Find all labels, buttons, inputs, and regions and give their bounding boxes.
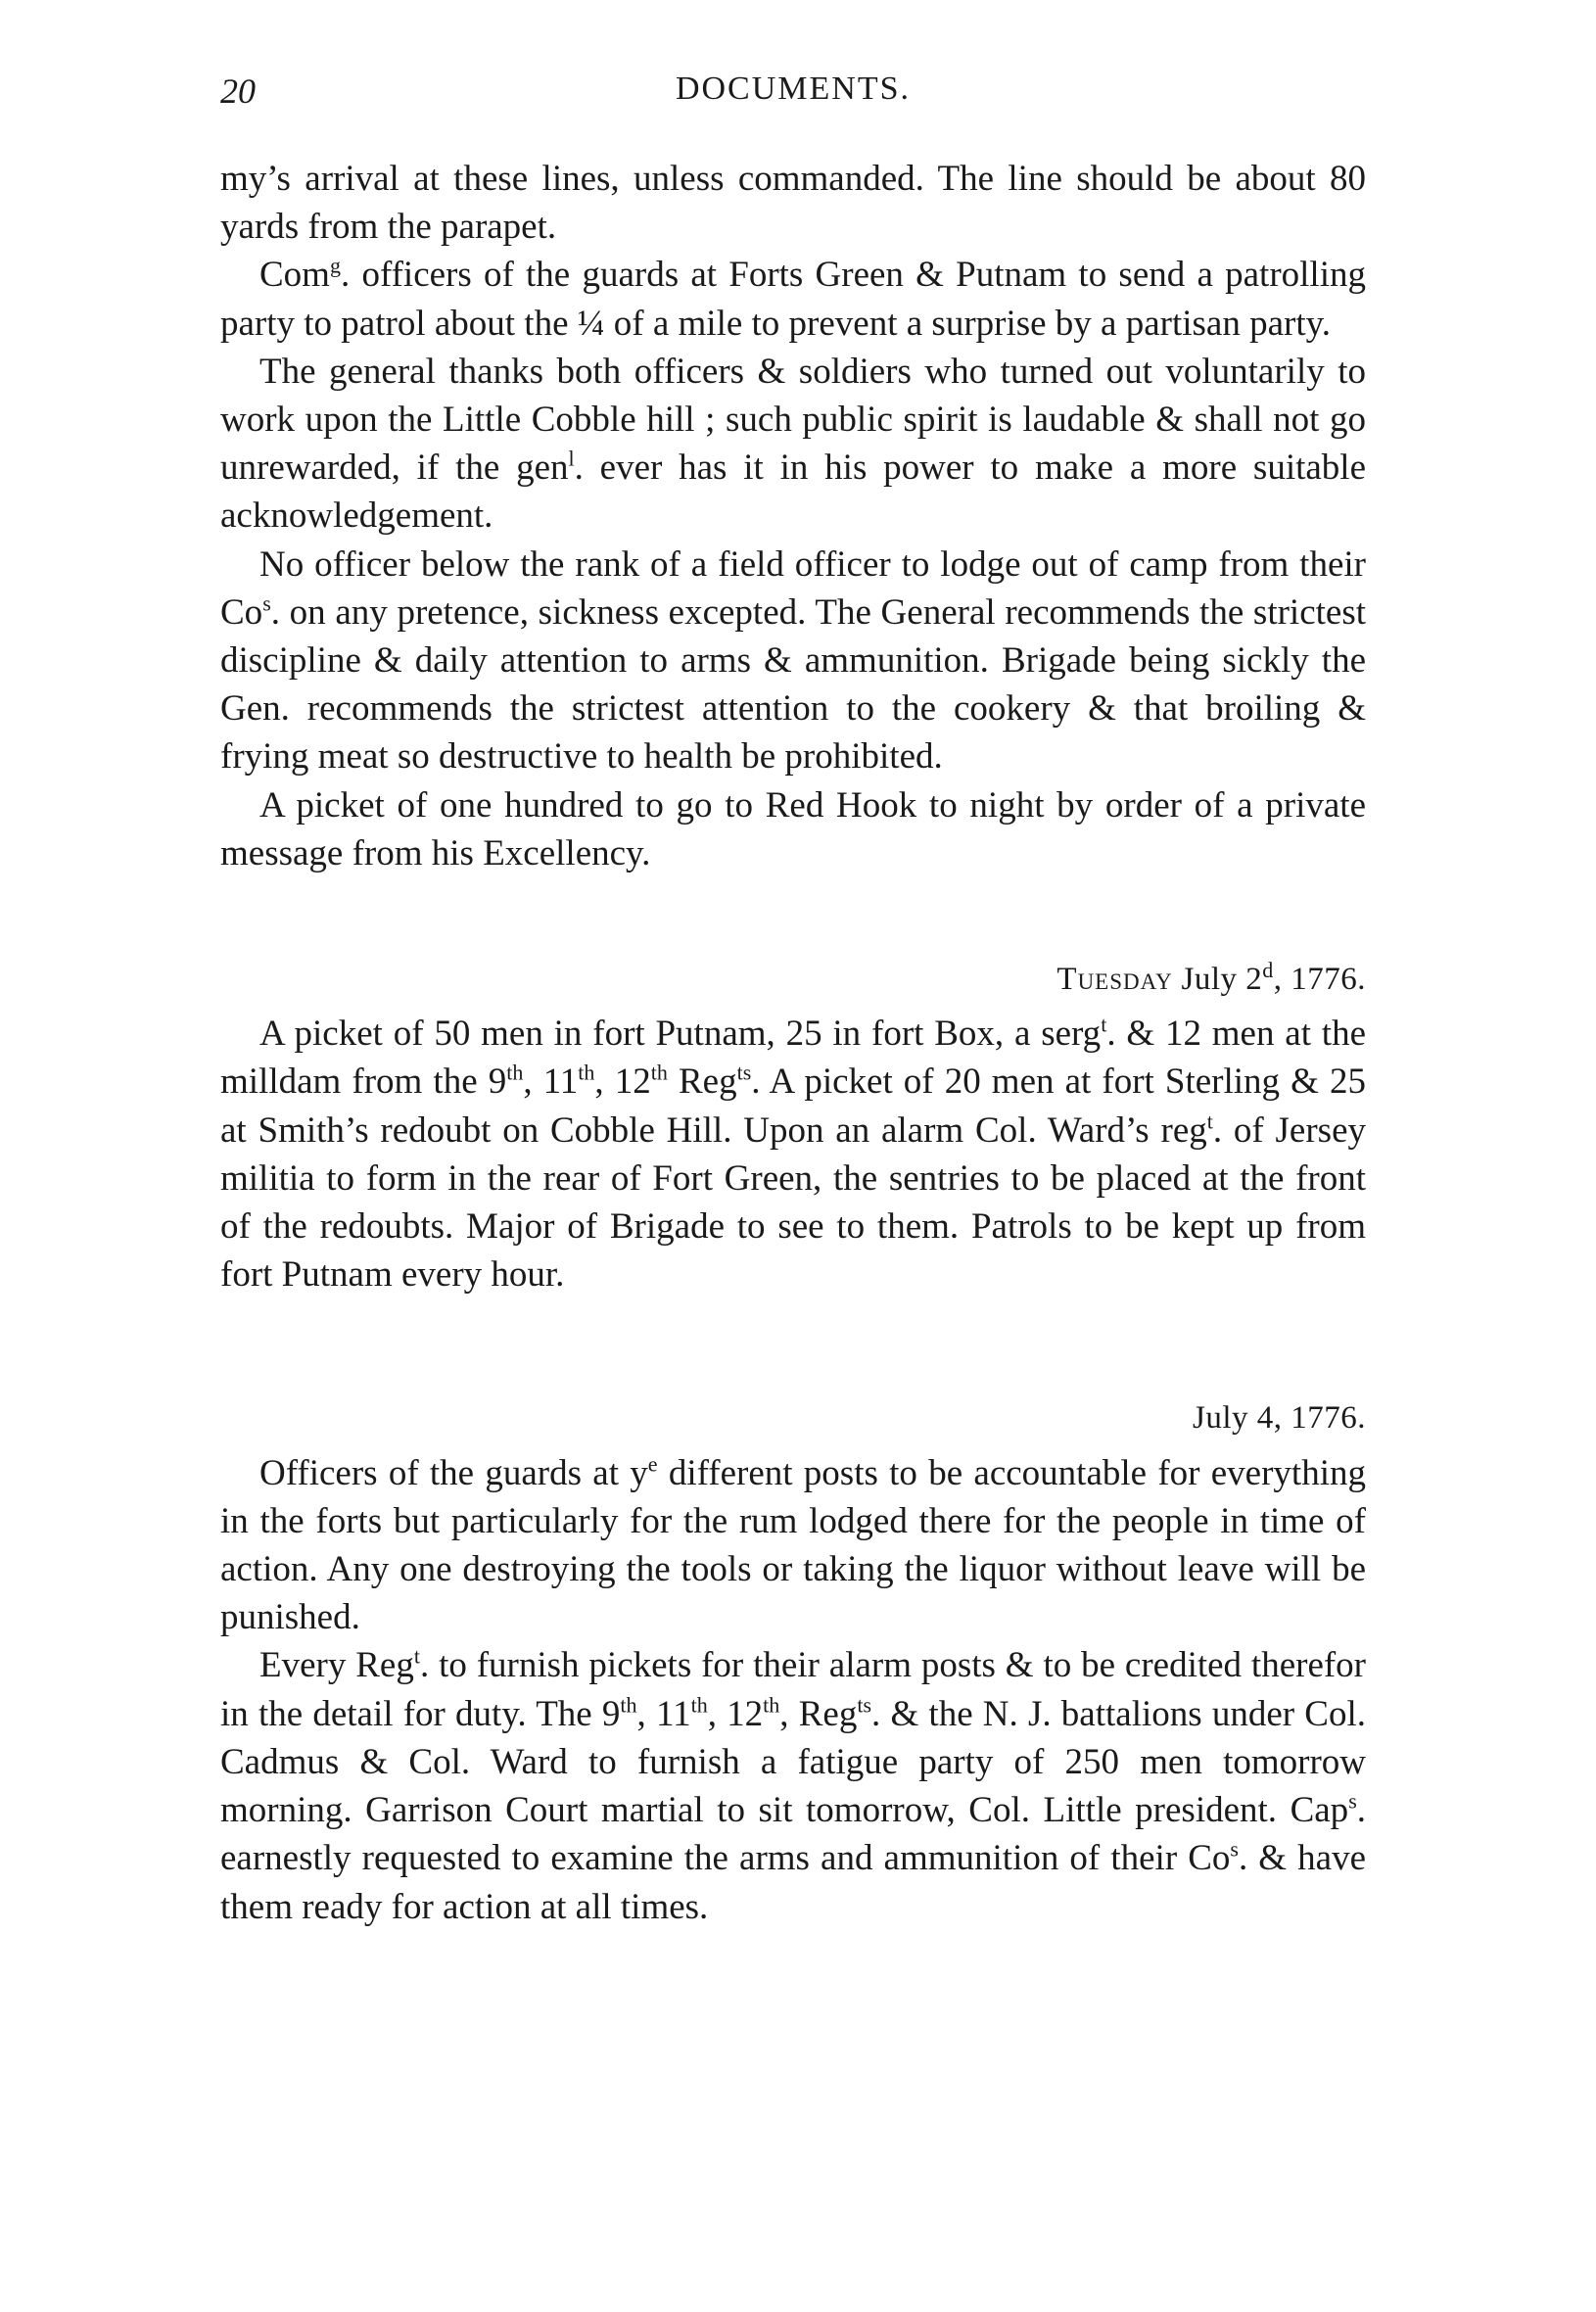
- text-run: . & the N. J. battalions under Col. Cadmus & Col. Ward to furnish a fatigue party of 250 men tomorrow morning. Garrison Court martial to sit tomorrow, Col. Little president. Cap: [220, 1693, 1366, 1831]
- text-run: . officers of the guards at Forts Green & Putnam to send a patrolling party to patrol about the: [220, 255, 1366, 344]
- superscript: g: [329, 254, 341, 279]
- text-run: . of Jersey militia to form in the rear of Fort Green, the sentries to be placed at the front of the redoubts. Major of Brigade to see to them. Patrols to be kept up from fort Putnam every hour.: [220, 1109, 1366, 1296]
- text-run: . & 12 men at the milldam from the 9: [220, 1014, 1366, 1103]
- paragraph: [220, 251, 1366, 347]
- text-run: A picket of 50 men in fort Putnam, 25 in fort Box, a serg: [259, 1014, 1102, 1055]
- text-run: of a mile to prevent a surprise by a partisan party.: [604, 303, 1331, 344]
- page-number: 20: [220, 71, 256, 111]
- text-run: . on any pretence, sickness excepted. The General recommends the strictest discipline & daily attention to arms & ammunition. Brigade being sickly the Gen. recommends the strictest attention to the cookery & that broiling & frying meat so destructive to health be prohibited.: [220, 591, 1366, 778]
- superscript: th: [763, 1692, 780, 1718]
- text-run: ¼: [577, 303, 605, 344]
- superscript: s: [1348, 1788, 1357, 1814]
- dateline-month: July 2: [1181, 962, 1263, 998]
- superscript: th: [506, 1061, 524, 1086]
- text-run: The general thanks both officers & soldiers who turned out voluntarily to work upon the Little Cobble hill ; such public spirit is laudable & shall not go unrewarded, if the gen: [220, 351, 1366, 489]
- text-run: Reg: [667, 1062, 737, 1103]
- text-run: . ever has it in his power to make a more suitable acknowledgement.: [220, 448, 1367, 537]
- paragraph: [220, 155, 1366, 251]
- text-run: . A picket of 20 men at fort Sterling & 25 at Smith’s redoubt on Cobble Hill. Upon an alarm Col. Ward’s reg: [220, 1062, 1366, 1151]
- superscript: t: [1206, 1109, 1213, 1134]
- superscript: th: [620, 1692, 637, 1718]
- text-run: . & have them ready for action at all times.: [220, 1838, 1367, 1927]
- text-run: , 11: [523, 1062, 579, 1103]
- dateline-year: , 1776.: [1273, 962, 1366, 998]
- superscript: ts: [857, 1692, 872, 1718]
- superscript: ts: [736, 1061, 752, 1086]
- superscript: t: [1101, 1012, 1107, 1037]
- header-title: DOCUMENTS.: [675, 71, 912, 107]
- text-run: . earnestly requested to examine the arms and ammunition of their Co: [220, 1790, 1366, 1879]
- text-run: Every Reg: [259, 1645, 414, 1686]
- paragraph: [220, 781, 1366, 877]
- text-run: Com: [259, 255, 330, 296]
- text-run: different posts to be accountable for everything in the forts but particularly for the rum lodged there for the people in time of action. Any one destroying the tools or taking the liquor without leave will be punished.: [220, 1452, 1366, 1638]
- superscript: l: [568, 446, 575, 471]
- running-head: [220, 71, 1366, 119]
- dateline-july-2: [220, 956, 1366, 1004]
- paragraph: [220, 1010, 1366, 1298]
- paragraph: [220, 1449, 1366, 1642]
- text-run: No officer below the rank of a field officer to lodge out of camp from their Co: [220, 543, 1366, 633]
- superscript: th: [650, 1061, 668, 1086]
- dateline-july-4: July 4, 1776.: [1192, 1400, 1366, 1437]
- superscript: t: [413, 1644, 420, 1670]
- text-run: my’s arrival at these lines, unless commanded. The line should be about 80 yards from the parapet.: [220, 159, 1366, 248]
- text-run: , 11: [636, 1693, 691, 1734]
- superscript: e: [647, 1451, 658, 1477]
- text-run: Officers of the guards at y: [259, 1452, 648, 1493]
- paragraph: [220, 541, 1366, 781]
- text-run: , Reg: [779, 1693, 858, 1734]
- paragraph: [220, 1641, 1366, 1930]
- text-run: , 12: [594, 1062, 651, 1103]
- text-run: , 12: [707, 1693, 764, 1734]
- superscript: s: [1230, 1836, 1239, 1862]
- text-run: A picket of one hundred to go to Red Hook to night by order of a private message from his Excellency.: [220, 784, 1366, 873]
- dateline-weekday: Tuesday: [1056, 962, 1173, 998]
- superscript: s: [262, 590, 271, 616]
- text-run: . to furnish pickets for their alarm posts & to be credited therefor in the detail for duty. The 9: [220, 1645, 1367, 1734]
- body-text: [220, 155, 1366, 1931]
- superscript: th: [578, 1061, 595, 1086]
- superscript: th: [690, 1692, 708, 1718]
- dateline-sup: d: [1262, 958, 1274, 983]
- paragraph: [220, 348, 1366, 541]
